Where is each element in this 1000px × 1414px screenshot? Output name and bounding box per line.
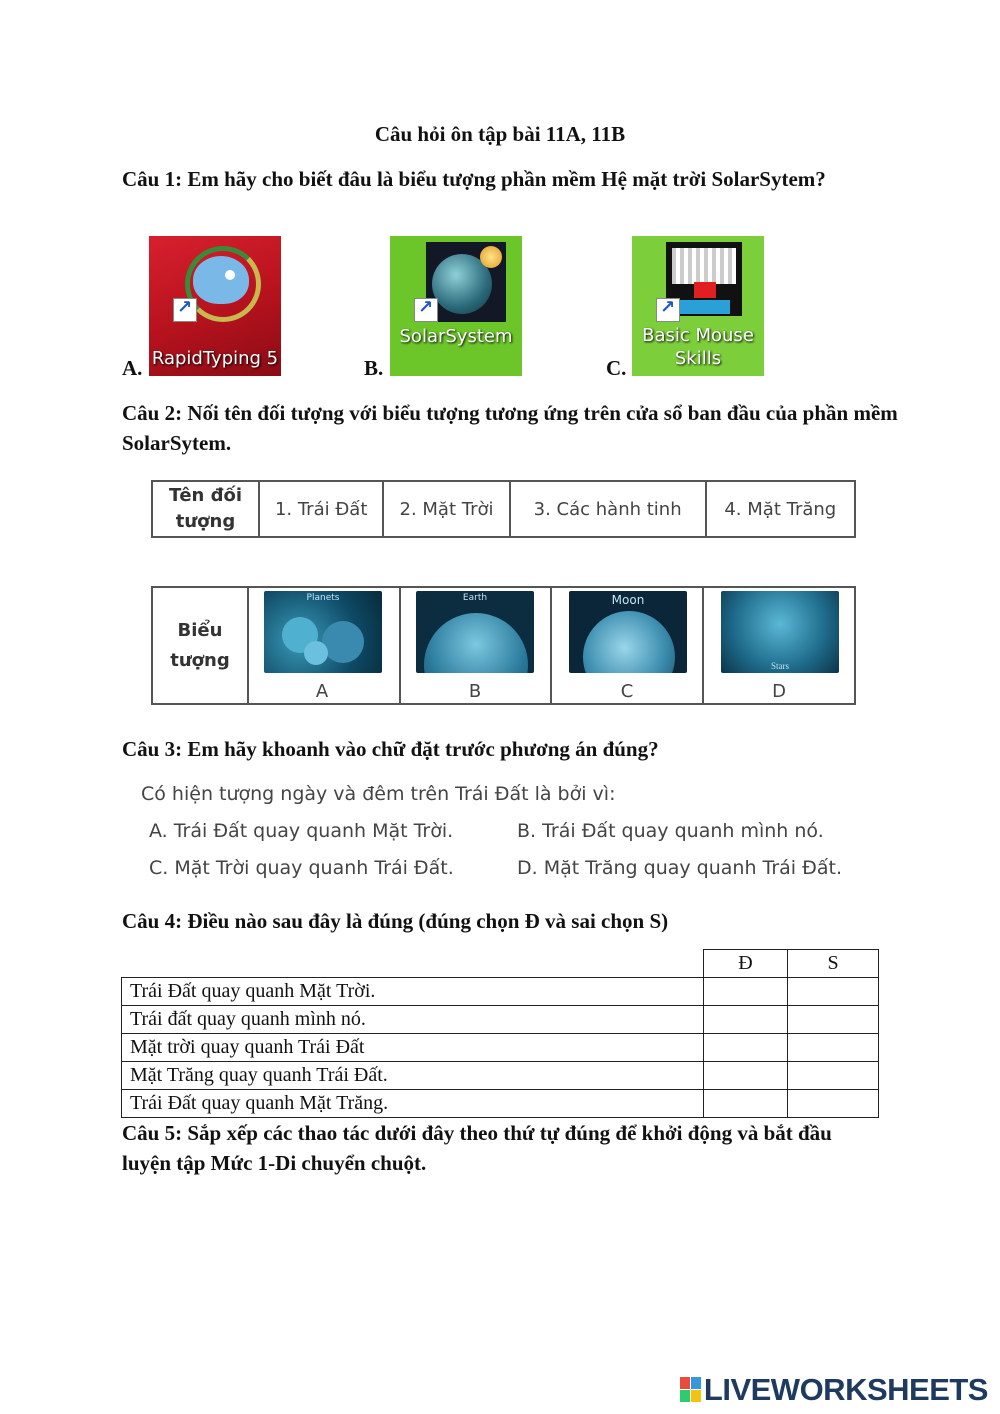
object-name: 3. Các hành tinh: [510, 481, 706, 537]
table-row: [122, 978, 879, 1006]
table-row: [122, 1062, 879, 1090]
column-false-header: S: [788, 950, 879, 978]
answer-option-b[interactable]: B. Trái Đất quay quanh mình nó.: [517, 820, 824, 842]
false-cell[interactable]: [788, 1006, 879, 1034]
question-2: Câu 2: Nối tên đối tượng với biểu tượng tương ứng trên cửa sổ ban đầu của phần mềm SolarSytem.: [122, 401, 898, 455]
object-names-table: [151, 480, 856, 538]
question-3-stem: Có hiện tượng ngày và đêm trên Trái Đất là bởi vì:: [141, 783, 616, 805]
moon-picture[interactable]: Moon: [569, 591, 687, 673]
object-name: 4. Mặt Trăng: [706, 481, 855, 537]
false-cell[interactable]: [788, 978, 879, 1006]
solar-system-icon[interactable]: ↗ SolarSystem: [390, 236, 522, 376]
mouse-skills-icon[interactable]: ↗ Basic Mouse Skills: [632, 236, 764, 376]
option-c-label: C.: [606, 356, 627, 380]
question-4: Câu 4: Điều nào sau đây là đúng (đúng chọn Đ và sai chọn S): [122, 909, 669, 933]
statement: Mặt Trăng quay quanh Trái Đất.: [122, 1062, 704, 1090]
blank-header-cell: [122, 950, 704, 978]
icon-letter: A: [315, 681, 329, 702]
object-name: 1. Trái Đất: [259, 481, 383, 537]
table-row: [122, 1006, 879, 1034]
table-row: [122, 1090, 879, 1118]
option-a-label: A.: [122, 356, 143, 380]
names-header: Tên đối tượng: [152, 481, 259, 537]
icon-letter: C: [620, 681, 634, 702]
true-cell[interactable]: [704, 1034, 788, 1062]
statement: Mặt trời quay quanh Trái Đất: [122, 1034, 704, 1062]
true-cell[interactable]: [704, 1062, 788, 1090]
logo-icon: [680, 1377, 702, 1403]
question-5: Câu 5: Sắp xếp các thao tác dưới đây theo thứ tự đúng để khởi động và bắt đầu luyện tập Mức 1-Di chuyển chuột.: [122, 1121, 832, 1175]
planets-picture[interactable]: Planets: [264, 591, 382, 673]
answer-option-a[interactable]: A. Trái Đất quay quanh Mặt Trời.: [149, 820, 454, 842]
statement: Trái Đất quay quanh Mặt Trời.: [122, 978, 704, 1006]
true-cell[interactable]: [704, 1006, 788, 1034]
icon-letter: D: [772, 681, 786, 702]
icons-header: Biểu tượng: [152, 587, 248, 704]
column-true-header: Đ: [704, 950, 788, 978]
table-row: [122, 1034, 879, 1062]
false-cell[interactable]: [788, 1062, 879, 1090]
option-b-label: B.: [364, 356, 384, 380]
answer-option-c[interactable]: C. Mặt Trời quay quanh Trái Đất.: [149, 857, 454, 879]
object-name: 2. Mặt Trời: [383, 481, 509, 537]
stars-picture[interactable]: Stars: [721, 591, 839, 673]
page-title: Câu hỏi ôn tập bài 11A, 11B: [374, 122, 626, 146]
question-1: Câu 1: Em hãy cho biết đâu là biểu tượng phần mềm Hệ mặt trời SolarSytem?: [122, 167, 826, 191]
true-cell[interactable]: [704, 978, 788, 1006]
true-cell[interactable]: [704, 1090, 788, 1118]
rapid-typing-icon[interactable]: ↗ RapidTyping 5: [149, 236, 281, 376]
liveworksheets-logo[interactable]: [680, 1372, 988, 1408]
logo-text: LIVEWORKSHEETS: [703, 1372, 988, 1407]
answer-option-d[interactable]: D. Mặt Trăng quay quanh Trái Đất.: [517, 857, 842, 879]
false-cell[interactable]: [788, 1090, 879, 1118]
icon-letter: B: [468, 681, 482, 702]
statement: Trái Đất quay quanh Mặt Trăng.: [122, 1090, 704, 1118]
statement: Trái đất quay quanh mình nó.: [122, 1006, 704, 1034]
earth-picture[interactable]: Earth: [416, 591, 534, 673]
false-cell[interactable]: [788, 1034, 879, 1062]
true-false-table: [121, 949, 879, 1118]
question-3: Câu 3: Em hãy khoanh vào chữ đặt trước phương án đúng?: [122, 737, 659, 761]
